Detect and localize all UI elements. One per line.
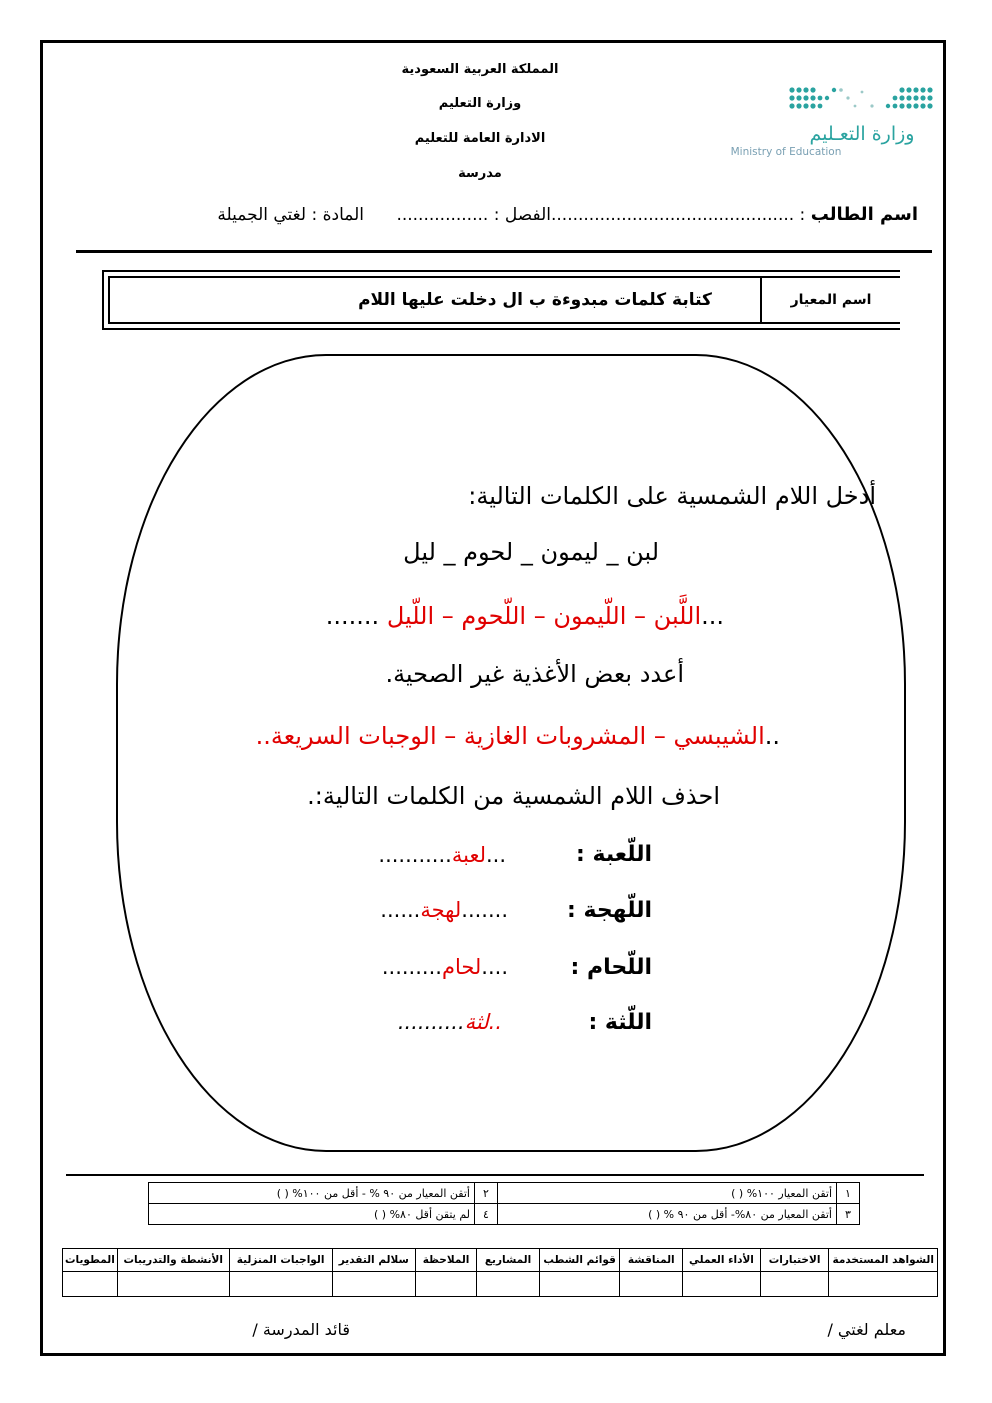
item-2-answer bbox=[380, 898, 508, 922]
criterion-title: كتابة كلمات مبدوءة ب ال دخلت عليها اللام bbox=[358, 290, 712, 310]
level-text: لم يتقن أقل ٨٠% ( ) bbox=[149, 1204, 475, 1225]
header-directorate: الادارة العامة للتعليم bbox=[414, 131, 546, 146]
level-number: ٣ bbox=[837, 1204, 860, 1225]
student-name-field[interactable]: : ............................................. bbox=[550, 205, 806, 225]
mastery-row bbox=[149, 1204, 860, 1225]
item-4-answer bbox=[398, 1010, 502, 1034]
mastery-levels-table bbox=[148, 1182, 860, 1225]
item-1-dots: ... bbox=[485, 843, 506, 867]
evidence-header: قوائم الشطب bbox=[539, 1249, 619, 1272]
exercise-oval bbox=[116, 354, 906, 1152]
item-3-word: اللّحام : bbox=[570, 955, 652, 980]
evidence-cell[interactable] bbox=[229, 1272, 332, 1297]
item-4-answer-text: لثة bbox=[464, 1010, 489, 1034]
student-info-line bbox=[80, 204, 918, 225]
answer-2-trailing-dots: .. bbox=[255, 722, 271, 750]
answer-2-dots: .. bbox=[764, 722, 780, 750]
question-1-words: لبن _ ليمون _ لحوم _ ليل bbox=[403, 538, 659, 566]
item-2-trailing-dots: ...... bbox=[380, 898, 421, 922]
evidence-cell[interactable] bbox=[683, 1272, 761, 1297]
header-country: المملكة العربية السعودية bbox=[401, 62, 559, 77]
item-4-dots: .. bbox=[488, 1010, 502, 1034]
item-1-word: اللّعبة : bbox=[576, 842, 652, 867]
level-text: أتقن المعيار من ٨٠%- أقل من ٩٠ % ( ) bbox=[498, 1204, 837, 1225]
footer-divider bbox=[66, 1174, 924, 1176]
evidence-header: الأداء العملي bbox=[683, 1249, 761, 1272]
evidence-header: المشاريع bbox=[477, 1249, 540, 1272]
item-3-trailing-dots: ......... bbox=[381, 955, 442, 979]
evidence-header: الاختبارات bbox=[760, 1249, 829, 1272]
evidence-cell[interactable] bbox=[477, 1272, 540, 1297]
evidence-cell[interactable] bbox=[760, 1272, 829, 1297]
header-school: مدرسة bbox=[458, 166, 502, 181]
item-2-word: اللّهجة : bbox=[567, 898, 652, 923]
level-text: أتقن المعيار ١٠٠% ( ) bbox=[498, 1183, 837, 1204]
level-number: ٢ bbox=[475, 1183, 498, 1204]
item-3-answer-text: لحام bbox=[441, 955, 482, 979]
student-name-label: اسم الطالب bbox=[810, 204, 918, 225]
evidence-cell[interactable] bbox=[63, 1272, 118, 1297]
level-text: أتقن المعيار من ٩٠ % - أقل من ١٠٠% ( ) bbox=[149, 1183, 475, 1204]
evidence-cell[interactable] bbox=[117, 1272, 229, 1297]
answer-1-dots: ... bbox=[701, 602, 724, 630]
header-ministry: وزارة التعليم bbox=[438, 96, 522, 111]
evidence-header: الأنشطة والتدريبات bbox=[117, 1249, 229, 1272]
mastery-row bbox=[149, 1183, 860, 1204]
criterion-label: اسم المعيار bbox=[760, 278, 900, 322]
answer-1-text: اللَّبن – اللّيمون – اللّحوم – اللّيل bbox=[386, 602, 702, 630]
logo-arabic-text: وزارة التعـليم bbox=[809, 123, 915, 145]
evidence-header-row bbox=[63, 1249, 938, 1272]
class-label: الفصل : bbox=[493, 205, 551, 225]
item-1-answer-text: لعبة bbox=[451, 843, 486, 867]
subject-label: المادة : لغتي الجميلة bbox=[217, 205, 364, 225]
evidence-check-row bbox=[63, 1272, 938, 1297]
header-divider bbox=[76, 250, 932, 253]
answer-1 bbox=[326, 602, 724, 630]
item-2-dots: ....... bbox=[461, 898, 508, 922]
evidence-header: المطويات bbox=[63, 1249, 118, 1272]
evidence-header: سلالم التقدير bbox=[332, 1249, 415, 1272]
answer-2-text: الشيبسي – المشروبات الغازية – الوجبات السريعة bbox=[270, 722, 765, 750]
item-2-answer-text: لهجة bbox=[420, 898, 462, 922]
evidence-header: الواجبات المنزلية bbox=[229, 1249, 332, 1272]
item-3-answer bbox=[382, 955, 508, 979]
logo-english-text: Ministry of Education bbox=[730, 146, 842, 158]
evidence-table bbox=[62, 1248, 938, 1297]
evidence-cell[interactable] bbox=[332, 1272, 415, 1297]
criterion-box bbox=[102, 270, 900, 330]
evidence-cell[interactable] bbox=[415, 1272, 476, 1297]
evidence-cell[interactable] bbox=[620, 1272, 683, 1297]
answer-1-trailing-dots: ....... bbox=[325, 602, 387, 630]
level-number: ٤ bbox=[475, 1204, 498, 1225]
ministry-logo bbox=[712, 82, 938, 164]
item-1-trailing-dots: ........... bbox=[378, 843, 452, 867]
evidence-cell[interactable] bbox=[539, 1272, 619, 1297]
evidence-cell[interactable] bbox=[829, 1272, 938, 1297]
item-1-answer bbox=[378, 843, 506, 867]
class-field[interactable]: ................. bbox=[396, 205, 489, 225]
item-4-word: اللّثة : bbox=[588, 1010, 652, 1035]
ministry-logo-dots bbox=[712, 82, 938, 164]
question-3: احذف اللام الشمسية من الكلمات التالية:. bbox=[307, 782, 720, 810]
leader-signature: قائد المدرسة / bbox=[252, 1320, 350, 1339]
evidence-header: الملاحظة bbox=[415, 1249, 476, 1272]
item-4-trailing-dots: .......... bbox=[397, 1010, 465, 1034]
teacher-signature: معلم لغتي / bbox=[827, 1320, 906, 1339]
item-3-dots: .... bbox=[481, 955, 508, 979]
question-1: أدخل اللام الشمسية على الكلمات التالية: bbox=[468, 482, 876, 510]
evidence-header: المناقشة bbox=[620, 1249, 683, 1272]
question-2: أعدد بعض الأغذية غير الصحية. bbox=[385, 660, 684, 688]
level-number: ١ bbox=[837, 1183, 860, 1204]
answer-2 bbox=[256, 722, 780, 750]
evidence-header: الشواهد المستخدمة bbox=[829, 1249, 938, 1272]
